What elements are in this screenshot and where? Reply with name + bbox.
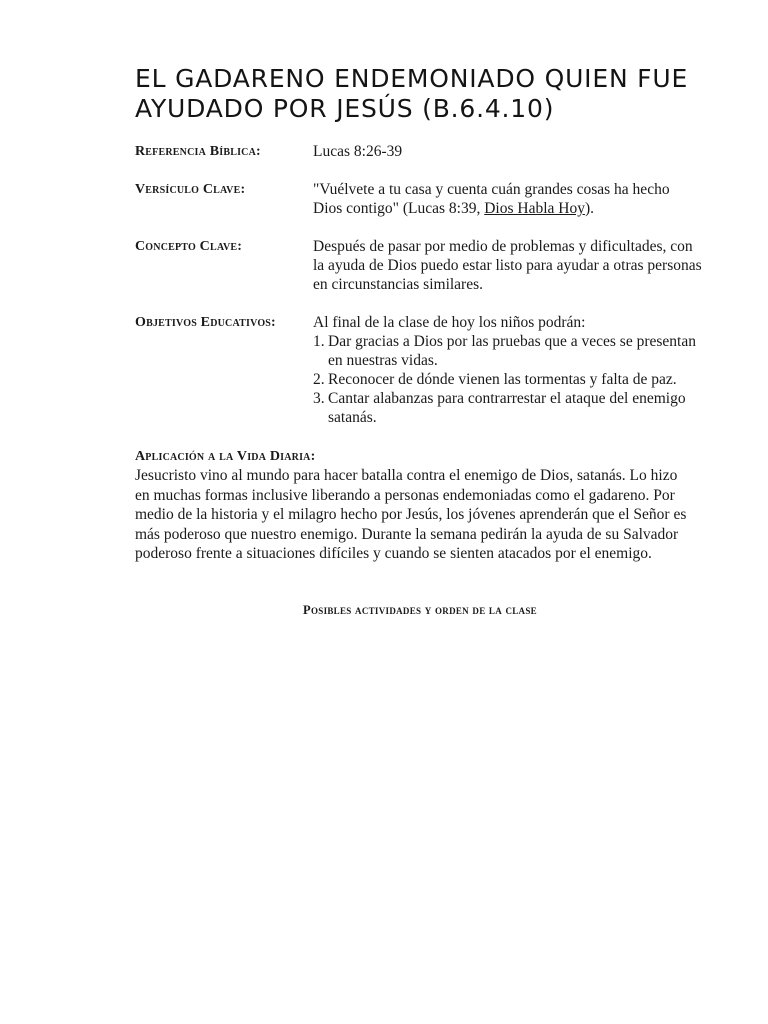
objetivos-value [313,313,702,427]
objetivos-intro: Al final de la clase de hoy los niños podrán: [313,314,586,331]
concepto-row [135,237,702,294]
aplicacion-section [135,447,702,564]
versiculo-row [135,180,702,218]
list-item [313,389,702,427]
lesson-title: EL GADARENO ENDEMONIADO QUIEN FUE AYUDADO POR JESÚS (B.6.4.10) [135,64,689,123]
aplicacion-text: Jesucristo vino al mundo para hacer batalla contra el enemigo de Dios, satanás. Lo hizo en muchas formas inclusive liberando a personas endemoniadas como el gadareno. Por medio de la historia y el milagro hecho por Jesús, los jóvenes aprenderán que el Señor es más poderoso que nuestro enemigo. Durante la semana pedirán la ayuda de su Salvador poderoso frente a situaciones difíciles y cuando se sienten atacados por el enemigo. [135,467,687,562]
versiculo-text: "Vuélvete a tu casa y cuenta cuán grandes cosas ha hecho Dios contigo" (Lucas 8:39, [313,181,670,217]
referencia-value: Lucas 8:26-39 [313,143,403,160]
versiculo-text-end: ). [584,200,595,217]
versiculo-label: Versículo Clave: [135,182,246,197]
list-item-text: Reconocer de dónde vienen las tormentas y falta de paz. [328,371,677,388]
bible-version-link[interactable]: Dios Habla Hoy [484,200,585,217]
list-item [313,332,702,370]
concepto-label: Concepto Clave: [135,239,243,254]
activities-heading: Posibles actividades y orden de la clase [303,602,537,617]
list-item-text: Cantar alabanzas para contrarrestar el ataque del enemigo satanás. [328,390,686,426]
list-item-number: 2. [313,371,325,388]
versiculo-value [313,180,702,218]
concepto-value: Después de pasar por medio de problemas y dificultades, con la ayuda de Dios puedo estar listo para ayudar a otras personas en circunstancias similares. [313,238,702,293]
list-item-text: Dar gracias a Dios por las pruebas que a veces se presentan en nuestras vidas. [328,333,696,369]
referencia-row [135,142,702,161]
objetivos-list [313,332,702,427]
list-item [313,370,702,389]
objetivos-row [135,313,702,427]
list-item-number: 1. [313,333,325,350]
list-item-number: 3. [313,390,325,407]
aplicacion-label: Aplicación a la Vida Diaria: [135,449,316,464]
objetivos-label: Objetivos Educativos: [135,315,276,330]
referencia-label: Referencia Bíblica: [135,144,261,159]
